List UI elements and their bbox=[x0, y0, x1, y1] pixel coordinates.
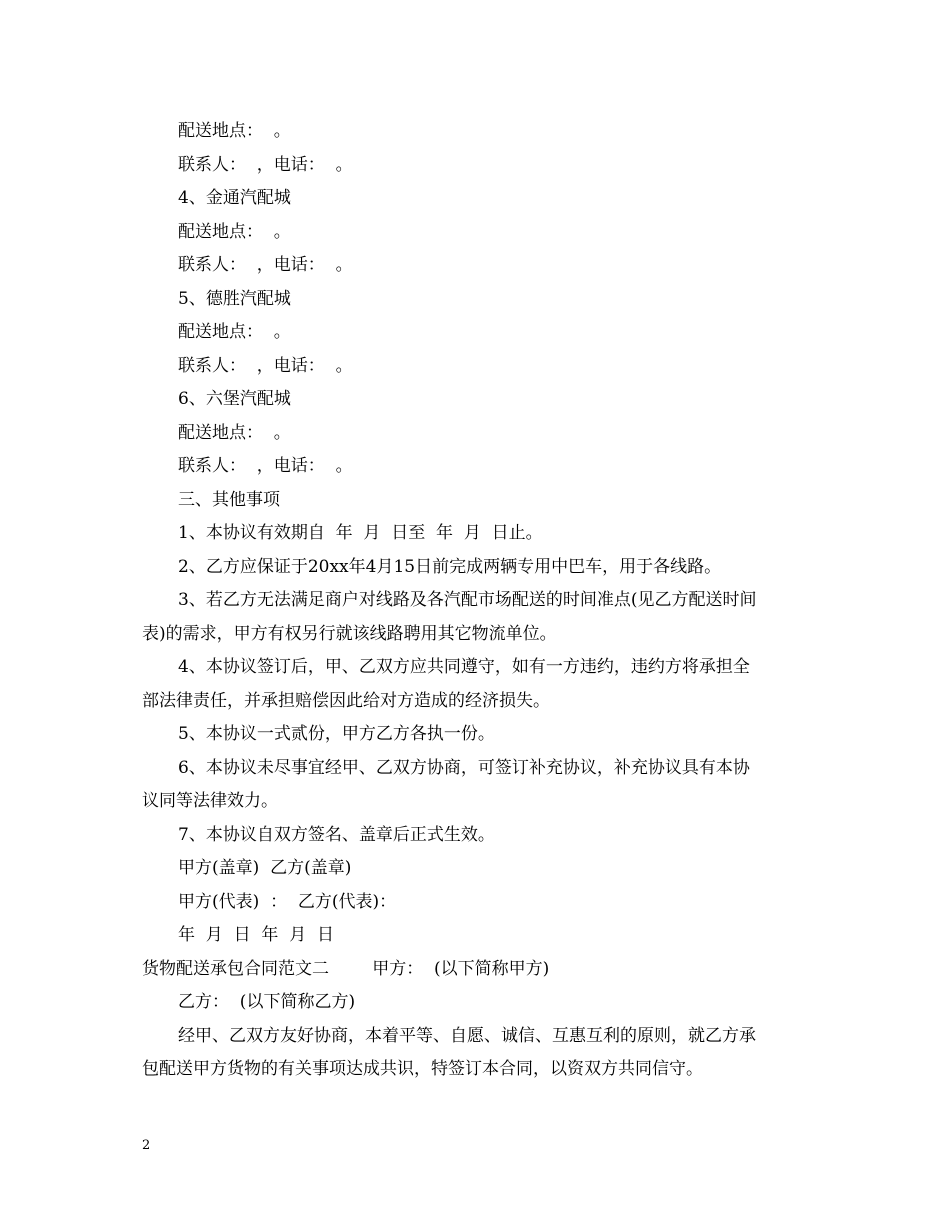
text-line: 配送地点： 。 bbox=[178, 322, 291, 342]
text-line: 联系人： ，电话： 。 bbox=[178, 155, 353, 175]
text-line: 5、本协议一式贰份，甲方乙方各执一份。 bbox=[178, 724, 495, 744]
signature-line: 甲方(盖章) 乙方(盖章) bbox=[178, 858, 352, 878]
text-line: 6、六堡汽配城 bbox=[178, 389, 291, 409]
text-line: 7、本协议自双方签名、盖章后正式生效。 bbox=[178, 825, 495, 845]
page-number: 2 bbox=[142, 1138, 151, 1153]
text-line: 3、若乙方无法满足商户对线路及各汽配市场配送的时间准点(见乙方配送时间 bbox=[178, 590, 757, 610]
text-line: 1、本协议有效期自 年 月 日至 年 月 日止。 bbox=[178, 523, 543, 543]
text-line: 包配送甲方货物的有关事项达成共识，特签订本合同，以资双方共同信守。 bbox=[142, 1059, 703, 1079]
text-line: 联系人： ，电话： 。 bbox=[178, 356, 353, 376]
date-line: 年 月 日 年 月 日 bbox=[178, 925, 335, 945]
text-line: 部法律责任，并承担赔偿因此给对方造成的经济损失。 bbox=[142, 691, 550, 711]
text-line: 配送地点： 。 bbox=[178, 423, 291, 443]
text-line: 联系人： ，电话： 。 bbox=[178, 255, 353, 275]
section-heading: 三、其他事项 bbox=[178, 490, 280, 510]
text-line: 配送地点： 。 bbox=[178, 121, 291, 141]
text-line: 4、金通汽配城 bbox=[178, 188, 291, 208]
text-line: 5、德胜汽配城 bbox=[178, 289, 291, 309]
text-line: 联系人： ，电话： 。 bbox=[178, 456, 353, 476]
text-line: 2、乙方应保证于20xx年4月15日前完成两辆专用中巴车，用于各线路。 bbox=[178, 557, 722, 577]
text-line: 配送地点： 。 bbox=[178, 222, 291, 242]
text-line: 经甲、乙双方友好协商，本着平等、自愿、诚信、互惠互利的原则，就乙方承 bbox=[178, 1026, 756, 1046]
contract-title-line: 货物配送承包合同范文二 甲方： (以下简称甲方) bbox=[142, 959, 550, 979]
text-line: 议同等法律效力。 bbox=[142, 791, 278, 811]
text-line: 6、本协议未尽事宜经甲、乙双方协商，可签订补充协议，补充协议具有本协 bbox=[178, 758, 750, 778]
text-line: 4、本协议签订后，甲、乙双方应共同遵守，如有一方违约，违约方将承担全 bbox=[178, 657, 750, 677]
text-line: 表)的需求，甲方有权另行就该线路聘用其它物流单位。 bbox=[142, 624, 557, 644]
signature-line: 甲方(代表) ： 乙方(代表)： bbox=[178, 892, 397, 912]
text-line: 乙方： (以下简称乙方) bbox=[178, 992, 356, 1012]
